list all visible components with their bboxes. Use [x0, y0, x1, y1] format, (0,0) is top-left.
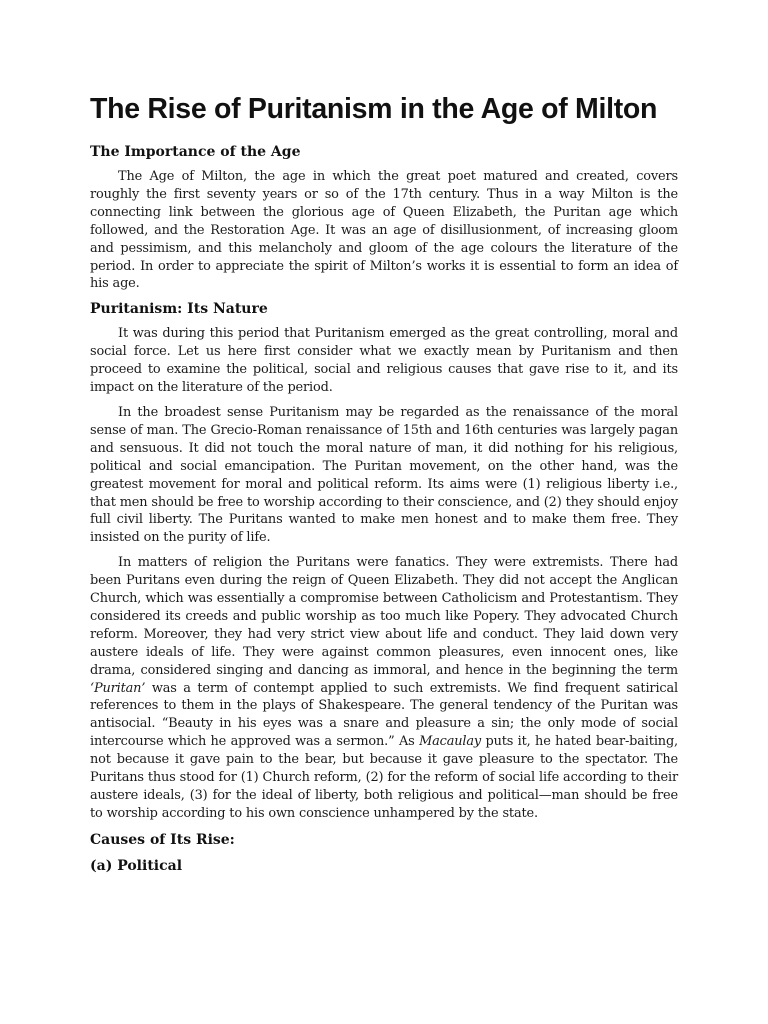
document-title: The Rise of Puritanism in the Age of Milton — [90, 93, 658, 125]
paragraph-nature-2: In the broadest sense Puritanism may be regarded as the renaissance of the moral sense of man. The Grecio-Roman renaissance of 15th and 16th centuries was largely pagan and sensuous. It did not touch the moral nature of man, it did nothing for his religious, political and social emancipation. The Puritan movement, on the other hand, was the greatest movement for moral and political reform. Its aims were (1) religious liberty i.e., that men should be free to worship according to their conscience, and (2) they should enjoy full civil liberty. The Puritans wanted to make men honest and to make them free. They insisted on the purity of life. — [90, 404, 678, 546]
paragraph-nature-3-part-b: was a term of contempt applied to such extremists. We find frequent satirical references to them in the plays of Shakespeare. The general tendency of the Puritan was antisocial. “Beauty in his eyes was a snare and pleasure a sin; the only mode of social intercourse which he approved was a sermon.” As — [90, 680, 678, 750]
paragraph-importance: The Age of Milton, the age in which the great poet matured and created, covers roughly the first seventy years or so of the 17th century. Thus in a way Milton is the connecting link between the glorious age of Queen Elizabeth, the Puritan age which followed, and the Restoration Age. It was an age of disillusionment, of increasing gloom and pessimism, and this melancholy and gloom of the age colours the literature of the period. In order to appreciate the spirit of Milton’s works it is essential to form an idea of his age. — [90, 169, 678, 292]
paragraph-nature-3-part-c: puts it, he hated bear-baiting, not because it gave pain to the bear, but because it gave pleasure to the spectator. The Puritans thus stood for (1) Church reform, (2) for the reform of social life according to their austere ideals, (3) for the ideal of liberty, both religious and political—man should be free to worship according to his own conscience unhampered by the state. — [90, 734, 678, 821]
macaulay-name: Macaulay — [419, 734, 482, 750]
section-heading-causes: Causes of Its Rise: — [90, 831, 235, 848]
section-heading-importance: The Importance of the Age — [90, 144, 301, 160]
subsection-heading-political: (a) Political — [90, 857, 183, 874]
paragraph-nature-3-part-a: In matters of religion the Puritans were fanatics. They were extremists. There had been Puritans even during the reign of Queen Elizabeth. They did not accept the Anglican Church, which was essentially a compromise between Catholicism and Protestantism. They considered its creeds and public worship as too much like Popery. They advocated Church reform. Moreover, they had very strict view about life and conduct. They laid down very austere ideals of life. They were against common pleasures, even innocent ones, like drama, considered singing and dancing as immoral, and hence in the beginning the term — [90, 555, 678, 678]
section-heading-nature: Puritanism: Its Nature — [90, 301, 268, 318]
document-page — [90, 92, 678, 881]
paragraph-nature-1: It was during this period that Puritanism emerged as the great controlling, moral and social force. Let us here first consider what we exactly mean by Puritanism and then proceed to examine the political, social and religious causes that gave rise to it, and its impact on the literature of the period. — [90, 326, 678, 396]
paragraph-nature-3 — [90, 554, 678, 823]
puritan-term: ‘Puritan’ — [90, 680, 146, 696]
